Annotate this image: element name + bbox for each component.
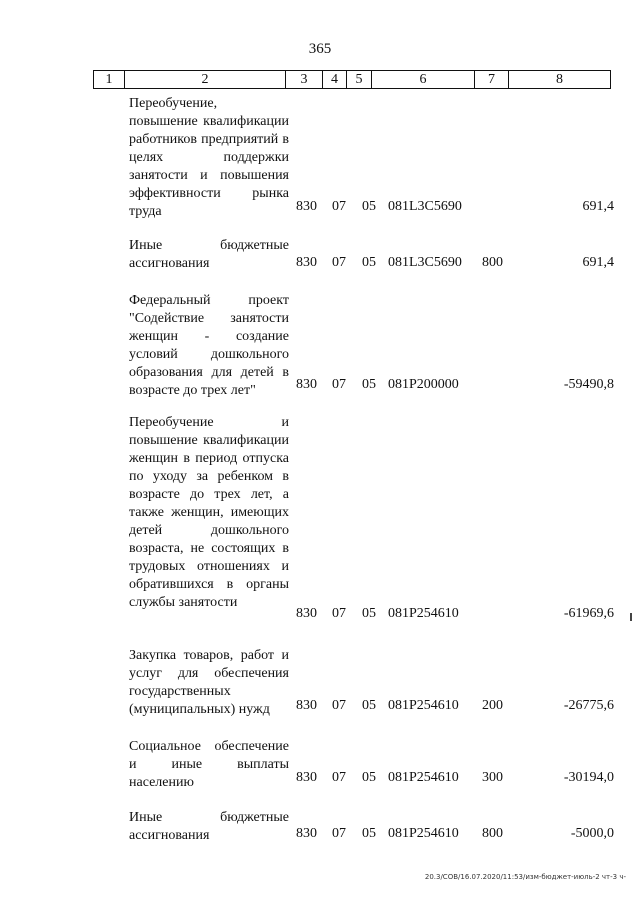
row-code-ministry: 830 xyxy=(296,606,317,621)
row-amount: -26775,6 xyxy=(563,698,614,713)
footer-document-id: 20.3/СОВ/16.07.2020/11:53/изм-бюджет-июль-2 чт-3 ч- xyxy=(424,873,626,881)
column-header-5: 5 xyxy=(347,71,372,89)
row-code-expense-type: 300 xyxy=(482,770,503,785)
row-description: Федеральный проект "Содействие занятости женщин - создание условий дошкольного образования для детей в возрасте до трех лет" xyxy=(129,293,289,398)
row-code-ministry: 830 xyxy=(296,698,317,713)
row-code-target: 081P254610 xyxy=(388,698,459,713)
row-amount: 691,4 xyxy=(582,199,614,214)
row-code-expense-type: 800 xyxy=(482,826,503,841)
row-code-section: 07 xyxy=(332,255,346,270)
row-code-ministry: 830 xyxy=(296,199,317,214)
column-header-1: 1 xyxy=(94,71,125,89)
row-code-expense-type: 200 xyxy=(482,698,503,713)
column-header-7: 7 xyxy=(475,71,509,89)
row-code-section: 07 xyxy=(332,606,346,621)
column-header-4: 4 xyxy=(323,71,347,89)
row-code-section: 07 xyxy=(332,770,346,785)
page-number: 365 xyxy=(308,41,332,57)
row-description: Социальное обеспечение и иные выплаты населению xyxy=(129,739,289,790)
row-code-ministry: 830 xyxy=(296,377,317,392)
row-code-section: 07 xyxy=(332,199,346,214)
column-header-table xyxy=(93,70,611,89)
row-amount: -30194,0 xyxy=(563,770,614,785)
row-code-ministry: 830 xyxy=(296,255,317,270)
row-amount: -61969,6 xyxy=(563,606,614,621)
column-header-2: 2 xyxy=(125,71,286,89)
scan-edge-mark xyxy=(630,613,632,621)
row-code-expense-type: 800 xyxy=(482,255,503,270)
row-amount: -59490,8 xyxy=(563,377,614,392)
column-header-3: 3 xyxy=(286,71,323,89)
row-amount: -5000,0 xyxy=(570,826,614,841)
row-code-subsection: 05 xyxy=(362,606,376,621)
row-code-section: 07 xyxy=(332,698,346,713)
column-header-6: 6 xyxy=(372,71,475,89)
row-code-target: 081P200000 xyxy=(388,377,459,392)
row-code-ministry: 830 xyxy=(296,826,317,841)
row-code-subsection: 05 xyxy=(362,255,376,270)
row-code-target: 081P254610 xyxy=(388,826,459,841)
row-code-subsection: 05 xyxy=(362,770,376,785)
row-description: Закупка товаров, работ и услуг для обеспечения государственных (муниципальных) нужд xyxy=(129,648,289,717)
row-code-section: 07 xyxy=(332,826,346,841)
row-description: Переобучение и повышение квалификации женщин в период отпуска по уходу за ребенком в возрасте до трех лет, а также женщин, имеющих детей дошкольного возраста, не состоящих в трудовых отношениях и обратившихся в органы службы занятости xyxy=(129,415,289,610)
row-description: Иные бюджетные ассигнования xyxy=(129,810,289,843)
row-amount: 691,4 xyxy=(582,255,614,270)
column-header-8: 8 xyxy=(509,71,611,89)
row-code-subsection: 05 xyxy=(362,826,376,841)
row-code-target: 081P254610 xyxy=(388,770,459,785)
row-description: Иные бюджетные ассигнования xyxy=(129,238,289,271)
column-header-row xyxy=(94,71,611,89)
row-code-target: 081L3C5690 xyxy=(388,255,462,270)
row-code-target: 081P254610 xyxy=(388,606,459,621)
row-code-target: 081L3C5690 xyxy=(388,199,462,214)
row-code-ministry: 830 xyxy=(296,770,317,785)
row-code-section: 07 xyxy=(332,377,346,392)
row-description: Переобучение, повышение квалификации работников предприятий в целях поддержки занятости и повышения эффективности рынка труда xyxy=(129,96,289,219)
row-code-subsection: 05 xyxy=(362,199,376,214)
row-code-subsection: 05 xyxy=(362,377,376,392)
row-code-subsection: 05 xyxy=(362,698,376,713)
